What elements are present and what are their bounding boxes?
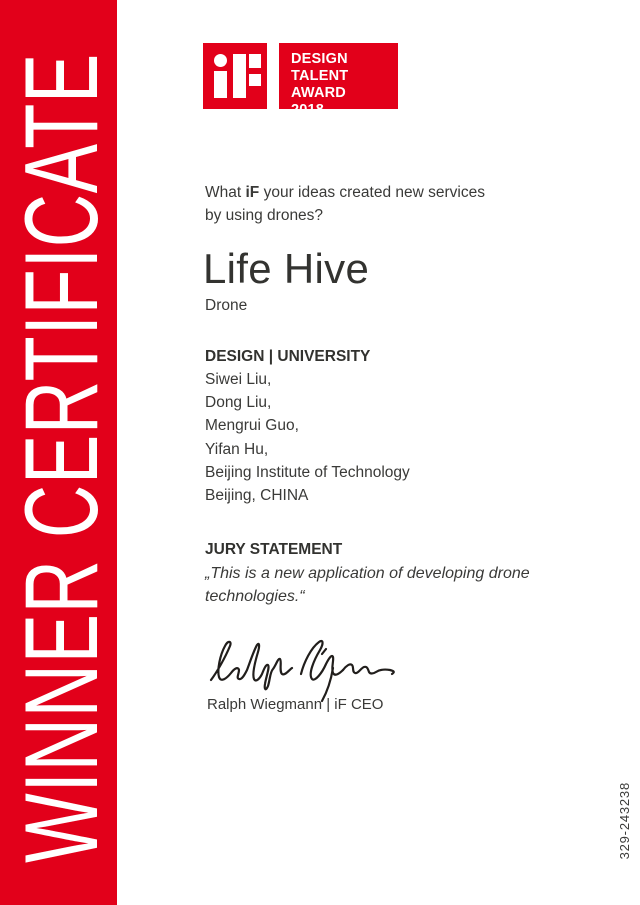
- award-title-line: DESIGN: [291, 51, 348, 67]
- winner-certificate-title: WINNER CERTIFICATE: [4, 53, 120, 863]
- if-award-logo: [203, 43, 398, 118]
- entry-name: Life Hive: [203, 245, 370, 292]
- entry-category: Drone: [205, 297, 248, 314]
- jury-statement-header: JURY STATEMENT: [205, 541, 343, 558]
- award-title-line: TALENT AWARD: [291, 68, 349, 101]
- recipient-line: Beijing, CHINA: [205, 487, 309, 505]
- award-title-box: [279, 43, 398, 118]
- recipient-list: [205, 368, 410, 507]
- if-logo-f-arm-middle: [249, 74, 261, 86]
- vertical-title-strip: [0, 0, 120, 905]
- question-suffix: your ideas created new services: [259, 184, 485, 201]
- recipient-line: Yifan Hu,: [205, 440, 269, 458]
- award-question: [205, 182, 485, 227]
- award-title-line: 2018: [291, 102, 325, 118]
- if-logo-f-stem: [233, 54, 246, 98]
- signature-image: [205, 628, 400, 704]
- red-side-band: [0, 0, 120, 905]
- discipline-header: DESIGN | UNIVERSITY: [205, 348, 371, 365]
- recipient-line: Siwei Liu,: [205, 371, 272, 388]
- award-question-line1: [205, 182, 485, 205]
- question-prefix: What: [205, 184, 246, 201]
- signatory-caption: Ralph Wiegmann | iF CEO: [207, 696, 384, 713]
- award-question-line2: by using drones?: [205, 206, 324, 224]
- if-logo-i-stem: [214, 71, 227, 98]
- recipient-line: Dong Liu,: [205, 394, 272, 412]
- if-logo-f-arm-top: [249, 54, 261, 68]
- recipient-line: Beijing Institute of Technology: [205, 463, 410, 481]
- jury-statement-quote: „This is a new application of developing drone technologies.“: [205, 565, 530, 605]
- certificate-number: 329-243238: [617, 781, 632, 859]
- recipient-line: Mengrui Guo,: [205, 417, 299, 435]
- if-logo-icon: [203, 43, 267, 109]
- if-logo-i-dot: [214, 54, 227, 67]
- question-if-bold: iF: [245, 184, 260, 201]
